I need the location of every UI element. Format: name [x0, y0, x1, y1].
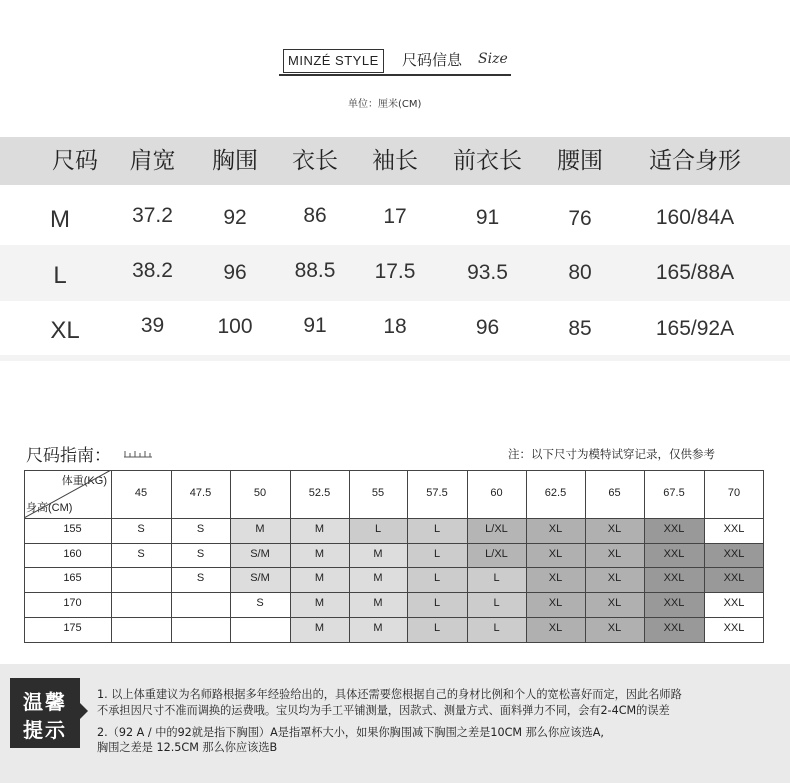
size-cell: [171, 592, 230, 617]
size-cell: L/XL: [467, 543, 526, 567]
size-row-l: [0, 245, 790, 301]
cell-sleeve: 18: [383, 315, 407, 338]
grid-line: [704, 470, 705, 642]
size-cell: [111, 592, 171, 617]
grid-line: [24, 617, 764, 618]
size-cell: XL: [585, 592, 644, 617]
height-label: 160: [63, 548, 82, 560]
header-front-length: 前衣长: [453, 148, 522, 174]
grid-line: [24, 642, 764, 643]
size-cell: M: [290, 617, 349, 642]
cell-front-length: 93.5: [467, 261, 508, 284]
tips-note2-line1: 2.（92 A / 中的92就是指下胸围）A是指罩杯大小，如果你胸围减下胸围之差是10CM 那么你应该选A,: [97, 726, 604, 739]
size-cell: S: [230, 592, 290, 617]
tips-title-line2: 提示: [23, 718, 67, 742]
size-cell: S: [171, 518, 230, 543]
size-cell: XL: [526, 567, 585, 592]
size-cell: L: [407, 543, 467, 567]
cell-waist: 80: [568, 261, 592, 284]
cell-front-length: 91: [475, 206, 500, 229]
cell-bust: 96: [223, 261, 247, 284]
corner-height-label: 身高(CM): [26, 502, 73, 514]
cell-size: L: [53, 262, 67, 289]
grid-line: [407, 470, 408, 642]
size-cell: XL: [585, 567, 644, 592]
grid-line: [230, 470, 231, 642]
height-label: 155: [63, 523, 82, 535]
weight-header: 45: [134, 487, 148, 499]
size-table-footer-band: [0, 355, 790, 361]
cell-body-type: 160/84A: [655, 206, 735, 229]
grid-line: [24, 567, 764, 568]
size-cell: XL: [526, 592, 585, 617]
cell-size: M: [50, 206, 70, 233]
size-cell: XL: [585, 617, 644, 642]
ruler-icon: [123, 448, 153, 458]
weight-header: 57.5: [426, 487, 448, 499]
size-cell: L: [467, 592, 526, 617]
size-cell: XXL: [644, 567, 704, 592]
tips-arrow-icon: [80, 703, 88, 719]
cell-sleeve: 17.5: [374, 260, 416, 283]
weight-header: 62.5: [544, 487, 567, 499]
header-sleeve: 袖长: [372, 148, 418, 174]
size-cell: XXL: [644, 543, 704, 567]
grid-line: [24, 543, 764, 544]
size-cell: L/XL: [467, 518, 526, 543]
tips-note1-line2: 不承担因尺寸不准而调换的运费哦。宝贝均为手工平铺测量，因款式、测量方式、面料弹力不同，会有2-4CM的误差: [97, 704, 670, 717]
size-cell: [171, 617, 230, 642]
height-label: 165: [63, 572, 82, 584]
size-cell: M: [349, 567, 407, 592]
size-cell: XXL: [704, 567, 764, 592]
size-cell: XXL: [704, 617, 764, 642]
size-cell: XXL: [644, 592, 704, 617]
size-cell: M: [349, 592, 407, 617]
size-cell: L: [407, 567, 467, 592]
cell-body-type: 165/88A: [655, 261, 735, 284]
cell-sleeve: 17: [383, 205, 407, 228]
grid-line: [526, 470, 527, 642]
unit-label: 单位：厘米(CM): [348, 99, 422, 110]
size-cell: [111, 617, 171, 642]
brand-logo: MINZÉ STYLE: [283, 49, 384, 73]
size-cell: M: [349, 543, 407, 567]
cell-body-type: 165/92A: [655, 317, 735, 340]
height-label: 175: [63, 622, 82, 634]
height-label: 170: [63, 597, 82, 609]
weight-header: 60: [490, 487, 503, 499]
size-cell: M: [290, 567, 349, 592]
grid-line: [585, 470, 586, 642]
header-size: 尺码: [52, 148, 98, 174]
weight-header: 55: [371, 487, 385, 499]
size-row-m: [0, 190, 790, 246]
cell-bust: 100: [217, 315, 253, 338]
cell-size: XL: [50, 317, 80, 344]
weight-header: 50: [253, 487, 267, 499]
cell-shoulder: 39: [140, 314, 165, 337]
tips-title-line1: 温馨: [23, 690, 67, 714]
size-cell: M: [290, 543, 349, 567]
header-shoulder: 肩宽: [129, 148, 176, 174]
cell-length: 86: [303, 204, 327, 227]
size-cell: XXL: [704, 518, 764, 543]
size-cell: M: [349, 617, 407, 642]
size-cell: S: [171, 567, 230, 592]
cell-waist: 76: [568, 207, 592, 230]
weight-header: 52.5: [308, 487, 331, 499]
cell-shoulder: 37.2: [132, 204, 173, 227]
size-cell: XL: [585, 518, 644, 543]
header-waist: 腰围: [557, 148, 603, 174]
size-row-xl: [0, 300, 790, 356]
size-cell: XL: [585, 543, 644, 567]
size-cell: S/M: [230, 543, 290, 567]
size-cell: [111, 567, 171, 592]
size-cell: M: [290, 592, 349, 617]
corner-weight-label: 体重(KG): [61, 475, 107, 487]
weight-header: 47.5: [189, 487, 212, 499]
guide-note: 注：以下尺寸为模特试穿记录，仅供参考: [508, 447, 715, 461]
grid-line: [24, 470, 764, 471]
size-cell: L: [407, 518, 467, 543]
size-cell: L: [407, 617, 467, 642]
size-cell: XL: [526, 518, 585, 543]
grid-line: [349, 470, 350, 642]
grid-line: [644, 470, 645, 642]
header-length: 衣长: [292, 148, 338, 174]
tips-note2-line2: 胸围之差是 12.5CM 那么你应该选B: [97, 741, 278, 754]
section-title: 尺码信息: [402, 51, 463, 69]
size-cell: L: [467, 617, 526, 642]
size-cell: L: [407, 592, 467, 617]
guide-title: 尺码指南：: [26, 446, 111, 466]
size-cell: M: [290, 518, 349, 543]
header-body-type: 适合身形: [649, 148, 741, 174]
tips-note1-line1: 1. 以上体重建议为名师路根据多年经验给出的，具体还需要您根据自己的身材比例和个人的宽松喜好而定，因此名师路: [97, 688, 682, 701]
grid-line: [763, 470, 764, 642]
size-cell: L: [467, 567, 526, 592]
cell-front-length: 96: [475, 316, 500, 339]
size-cell: XXL: [704, 592, 764, 617]
size-cell: S: [171, 543, 230, 567]
size-cell: XXL: [704, 543, 764, 567]
cell-shoulder: 38.2: [132, 259, 173, 282]
size-cell: S/M: [230, 567, 290, 592]
weight-header: 65: [608, 487, 621, 499]
size-cell: M: [230, 518, 290, 543]
tips-band: [0, 664, 790, 783]
size-cell: XXL: [644, 617, 704, 642]
grid-line: [24, 592, 764, 593]
grid-line: [171, 470, 172, 642]
grid-line: [467, 470, 468, 642]
size-guide-grid: [24, 470, 764, 642]
grid-line: [24, 518, 764, 519]
grid-line: [111, 470, 112, 642]
size-cell: [230, 617, 290, 642]
weight-header: 67.5: [663, 487, 685, 499]
corner-diagonal: [24, 470, 111, 518]
size-table-header: [0, 137, 790, 185]
title-underline: [279, 74, 511, 76]
size-cell: XXL: [644, 518, 704, 543]
size-cell: S: [111, 543, 171, 567]
section-title-en: Size: [478, 51, 508, 67]
tips-badge: [10, 678, 80, 748]
size-cell: XL: [526, 617, 585, 642]
cell-bust: 92: [223, 206, 247, 229]
size-cell: L: [349, 518, 407, 543]
cell-waist: 85: [568, 317, 592, 340]
grid-line: [290, 470, 291, 642]
cell-length: 88.5: [294, 259, 336, 282]
header-bust: 胸围: [212, 148, 258, 174]
cell-length: 91: [303, 314, 327, 337]
size-cell: XL: [526, 543, 585, 567]
size-cell: S: [111, 518, 171, 543]
weight-header: 70: [727, 487, 741, 499]
